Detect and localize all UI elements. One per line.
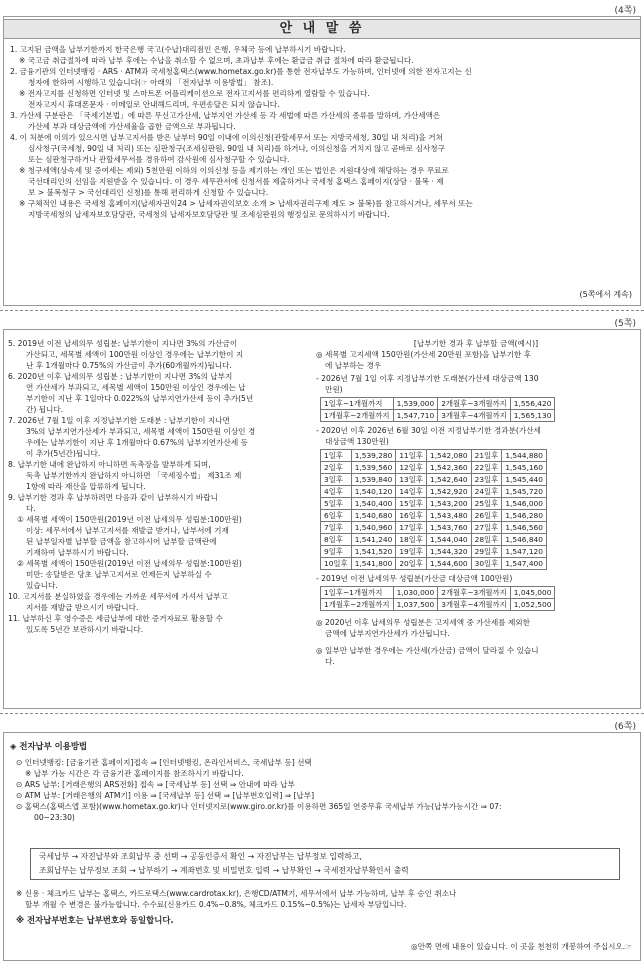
hometax-flow-box bbox=[30, 848, 620, 880]
continue-note: (5쪽에서 계속) bbox=[579, 290, 632, 299]
page5-box bbox=[3, 329, 641, 709]
left-column bbox=[8, 338, 310, 635]
text-line: ※ 납부 가능 시간은 각 금융기관 홈페이지를 참조하시기 바랍니다. bbox=[25, 769, 244, 778]
notice-box bbox=[3, 16, 641, 306]
table-cell: 1,547,120 bbox=[502, 546, 547, 558]
text-line: 4. 이 처분에 이의가 있으시면 납부고지서를 받은 날부터 90일 이내에 이의신청(관할세무서 또는 지방국세청, 30일 내 처리)을 거쳐 bbox=[10, 133, 443, 142]
table-cell: 19일후 bbox=[396, 546, 427, 558]
note-1b: 에 납부하는 경우 bbox=[325, 361, 382, 370]
table-row bbox=[321, 474, 547, 486]
table-cell: 1개월후~2개월까지 bbox=[321, 410, 394, 422]
table-cell: 1일후 bbox=[321, 450, 352, 462]
table-cell: 3일후 bbox=[321, 474, 352, 486]
table-row bbox=[321, 462, 547, 474]
table-cell: 8일후 bbox=[321, 534, 352, 546]
table-cell: 1,539,840 bbox=[351, 474, 396, 486]
text-line: 가산되고, 세목별 세액이 100만원 이상인 경우에는 납부기한이 지 bbox=[26, 350, 244, 359]
page6-box bbox=[3, 732, 641, 961]
table-cell: 22일후 bbox=[471, 462, 502, 474]
right-column bbox=[316, 338, 636, 667]
table-cell: 1개월후~2개월까지 bbox=[321, 599, 394, 611]
sec1-title-a: - 2026년 7월 1일 이후 지정납부기한 도래분(가산세 대상금액 130 bbox=[316, 374, 539, 383]
note-2b: 금액에 납부지연가산세가 가산됩니다. bbox=[325, 629, 450, 638]
table-cell: 9일후 bbox=[321, 546, 352, 558]
table-cell: 1,541,800 bbox=[351, 558, 396, 570]
table-cell: 1,541,520 bbox=[351, 546, 396, 558]
table-row bbox=[321, 522, 547, 534]
final-note: ※ 전자납부번호는 납부번호와 동일합니다. bbox=[16, 915, 174, 925]
table-cell: 1,543,480 bbox=[427, 510, 472, 522]
table-cell: 1,546,840 bbox=[502, 534, 547, 546]
table-cell: 3개월후~4개월까지 bbox=[438, 599, 511, 611]
table-cell: 1,052,500 bbox=[510, 599, 555, 611]
sec1-title-b: 만원) bbox=[325, 385, 343, 394]
table-row bbox=[321, 398, 555, 410]
flow-line-2: 조회납부는 납부정보 조회 → 납부하기 → 계좌번호 및 비밀번호 입력 → 납부확인 → 국세전자납부확인서 출력 bbox=[39, 866, 409, 875]
text-line: 7. 2026년 7월 1일 이후 지정납부기한 도래분 : 납부기한이 지나면 bbox=[8, 416, 230, 425]
table-cell: 1,542,920 bbox=[427, 486, 472, 498]
table-cell: 4일후 bbox=[321, 486, 352, 498]
notice-lines bbox=[10, 44, 636, 220]
text-line: 국선대리인의 선임을 지원받을 수 있습니다. 이 경우 세무관서에 신청서를 제출하거나 국세청 홈택스 홈페이지(상담 · 불복 · 제 bbox=[28, 177, 444, 186]
text-line: 10. 고지서를 분실하였을 경우에는 가까운 세무서에 가셔서 납부고 bbox=[8, 592, 228, 601]
table-cell: 6일후 bbox=[321, 510, 352, 522]
table-cell: 17일후 bbox=[396, 522, 427, 534]
note-3a: ◎ 일부만 납부한 경우에는 가산세(가산금) 금액이 달라질 수 있습니 bbox=[316, 646, 539, 655]
example-header: [납부기한 경과 후 납부할 금액(예시)] bbox=[413, 339, 539, 348]
table-cell: 3개월후~4개월까지 bbox=[438, 410, 511, 422]
table-cell: 5일후 bbox=[321, 498, 352, 510]
text-line: 1. 고지된 금액을 납부기한까지 한국은행 국고(수납)대리점인 은행, 우체국 등에 납부하시기 바랍니다. bbox=[10, 45, 346, 54]
table-cell: 10일후 bbox=[321, 558, 352, 570]
table-row bbox=[321, 450, 547, 462]
table-cell: 1,540,960 bbox=[351, 522, 396, 534]
text-line: ※ 국고금 취급절차에 따라 납부 후에는 수납을 취소할 수 없으며, 초과납부 후에는 환급금 취급 절차에 따라 환급됩니다. bbox=[19, 56, 414, 65]
text-line: 지방국세청의 납세자보호담당관, 국세청의 납세자보호담당관 및 조세심판원의 행정실로 문의하시기 바랍니다. bbox=[28, 210, 390, 219]
fold-line-1 bbox=[0, 310, 644, 311]
text-line: ※ 청구세액(상속세 및 증여세는 제외) 5천만원 이하의 이의신청 등을 제기하는 개인 또는 법인은 지원대상에 해당하는 경우 무료로 bbox=[19, 166, 449, 175]
table-cell: 2일후 bbox=[321, 462, 352, 474]
text-line: 기재하여 납부하시기 바랍니다. bbox=[26, 548, 129, 557]
text-line: 3%의 납부지연가산세가 부과되고, 세목별 세액이 150만원 이상인 경 bbox=[26, 427, 256, 436]
table-cell: 13일후 bbox=[396, 474, 427, 486]
note-3b: 다. bbox=[325, 657, 335, 666]
table-cell: 1,545,720 bbox=[502, 486, 547, 498]
table-cell: 29일후 bbox=[471, 546, 502, 558]
table-cell: 1,542,360 bbox=[427, 462, 472, 474]
text-line: 연 가산세가 부과되고, 세목별 세액이 150만원 이상인 경우에는 납 bbox=[26, 383, 246, 392]
table-cell: 15일후 bbox=[396, 498, 427, 510]
table-cell: 24일후 bbox=[471, 486, 502, 498]
table-cell: 18일후 bbox=[396, 534, 427, 546]
table-cell: 1,547,710 bbox=[393, 410, 438, 422]
page-number-6: (6쪽) bbox=[614, 722, 636, 732]
table-cell: 1,545,160 bbox=[502, 462, 547, 474]
table-cell: 23일후 bbox=[471, 474, 502, 486]
text-line: ※ 구체적인 내용은 국세청 홈페이지(납세자권익24 > 납세자권익보호 소개 > 납세자권리구제 제도 > 불복)를 참고하시거나, 세무서 또는 bbox=[19, 199, 473, 208]
text-line: ⊙ ARS 납부: [거래은행의 ARS전화] 접속 ⇒ [국세납부 등] 선택 ⇒ 안내에 따라 납부 bbox=[16, 780, 295, 789]
table-cell: 1,539,560 bbox=[351, 462, 396, 474]
table-row bbox=[321, 599, 555, 611]
table-cell: 1,539,000 bbox=[393, 398, 438, 410]
table-cell: 11일후 bbox=[396, 450, 427, 462]
table-cell: 1,540,400 bbox=[351, 498, 396, 510]
table-cell: 26일후 bbox=[471, 510, 502, 522]
text-line: 8. 납부기한 내에 완납하지 아니하면 독촉장을 발부하게 되며, bbox=[8, 460, 211, 469]
text-line: 부기한이 지난 후 1일마다 0.022%의 납부지연가산세 등이 추가(5년 bbox=[26, 394, 254, 403]
text-line: ⊙ 인터넷뱅킹: [금융기관 홈페이지]접속 ⇒ [인터넷뱅킹, 온라인서비스, 국세납부 등] 선택 bbox=[16, 758, 312, 767]
text-line: 전자고지시 휴대폰문자 · 이메일로 안내해드리며, 우편송달은 되지 않습니다. bbox=[28, 100, 280, 109]
page-number-5: (5쪽) bbox=[614, 319, 636, 329]
text-line: ⊙ 홈택스(홈택스앱 포함)(www.hometax.go.kr)나 인터넷지로(www.giro.or.kr)를 이용하면 365일 연중무휴 국세납부 가능(납부가능시간 ⇒ 07: bbox=[16, 802, 502, 811]
table-cell: 2개월후~3개월까지 bbox=[438, 398, 511, 410]
table-row bbox=[321, 410, 555, 422]
table-cell: 1,540,680 bbox=[351, 510, 396, 522]
sec3-title: - 2019년 이전 납세의무 성립분(가산금 대상금액 100만원) bbox=[316, 574, 513, 583]
table-cell: 28일후 bbox=[471, 534, 502, 546]
table-cell: 1,544,320 bbox=[427, 546, 472, 558]
table-cell: 7일후 bbox=[321, 522, 352, 534]
text-line: 지서를 재발급 받으시기 바랍니다. bbox=[26, 603, 139, 612]
text-line: 2. 금융기관의 인터넷뱅킹 · ARS · ATM과 국세청홈택스(www.hometax.go.kr)를 통한 전자납부도 가능하며, 인터넷에 의한 전자고지는 신 bbox=[10, 67, 472, 76]
note-2a: ◎ 2020년 이후 납세의무 성립분은 고지세액 중 가산세를 제외한 bbox=[316, 618, 530, 627]
text-line: 00~23:30) bbox=[34, 813, 75, 822]
text-line: 간) 됩니다. bbox=[26, 405, 64, 414]
text-line: 6. 2020년 이후 납세의무 성립분 : 납부기한이 지나면 3%의 납부지 bbox=[8, 372, 233, 381]
sec2-title-b: 대상금액 130만원) bbox=[325, 437, 389, 446]
table-cell: 1,546,560 bbox=[502, 522, 547, 534]
table-cell: 1일후~1개월까지 bbox=[321, 398, 394, 410]
fold-line-2 bbox=[0, 713, 644, 714]
page-number-4: (4쪽) bbox=[614, 6, 636, 16]
text-line: 보 > 불복청구 > 국선대리인 신청)를 통해 편리하게 신청할 수 있습니다. bbox=[28, 188, 269, 197]
text-line: 있습니다. bbox=[26, 581, 58, 590]
table-cell: 2개월후~3개월까지 bbox=[438, 587, 511, 599]
table-cell: 12일후 bbox=[396, 462, 427, 474]
table-cell: 1,547,400 bbox=[502, 558, 547, 570]
table-row bbox=[321, 546, 547, 558]
text-line: ② 세목별 세액이 150만원(2019년 이전 납세의무 성립분:100만원) bbox=[17, 559, 242, 568]
text-line: 청자에 한하여 시행하고 있습니다(☞ 아래의 「전자납부 이용방법」 참조). bbox=[28, 78, 274, 87]
table-cell: 21일후 bbox=[471, 450, 502, 462]
table-cell: 1,543,200 bbox=[427, 498, 472, 510]
table-row bbox=[321, 510, 547, 522]
table-cell: 1일후~1개월까지 bbox=[321, 587, 394, 599]
table-cell: 1,544,880 bbox=[502, 450, 547, 462]
table-row bbox=[321, 587, 555, 599]
fee-table-3 bbox=[320, 586, 555, 611]
table-row bbox=[321, 534, 547, 546]
table-cell: 27일후 bbox=[471, 522, 502, 534]
text-line: 이 추가(5년간)됩니다. bbox=[26, 449, 101, 458]
table-cell: 1,540,120 bbox=[351, 486, 396, 498]
table-cell: 25일후 bbox=[471, 498, 502, 510]
epay-lines bbox=[16, 757, 636, 823]
open-instruction: ◎안쪽 면에 내용이 있습니다. 이 곳을 천천히 개봉하여 주십시오.☞ bbox=[411, 942, 632, 951]
text-line: 미만: 송달받은 당초 납부고지서로 언제든지 납부하실 수 bbox=[26, 570, 212, 579]
table-cell: 1,037,500 bbox=[393, 599, 438, 611]
table-cell: 1,542,640 bbox=[427, 474, 472, 486]
flow-line-1: 국세납부 → 자진납부와 조회납부 중 선택 → 공동인증서 확인 → 자진납부는 납부정보 입력하고, bbox=[39, 852, 362, 861]
table-cell: 1,565,130 bbox=[510, 410, 555, 422]
table-cell: 1,541,240 bbox=[351, 534, 396, 546]
table-cell: 1,546,280 bbox=[502, 510, 547, 522]
text-line: 있도록 5년간 보관하시기 바랍니다. bbox=[26, 625, 144, 634]
fee-table-2 bbox=[320, 449, 547, 570]
text-line: 11. 납부하신 후 영수증은 세금납부에 대한 증거자료로 활용할 수 bbox=[8, 614, 223, 623]
sec2-title-a: - 2020년 이후 2026년 6월 30일 이전 지정납부기한 경과분(가산세 bbox=[316, 426, 541, 435]
text-line: 심사청구(국세청, 90일 내 처리) 또는 심판청구(조세심판원, 90일 내 처리)를 하거나, 이의신청을 거치지 않고 곧바로 심사청구 bbox=[28, 144, 445, 153]
table-cell: 30일후 bbox=[471, 558, 502, 570]
text-line: 또는 심판청구하거나 관할세무서를 경유하여 감사원에 심사청구할 수 있습니다. bbox=[28, 155, 290, 164]
table-cell: 1,030,000 bbox=[393, 587, 438, 599]
note-1a: ◎ 세목별 고지세액 150만원(가산세 20만원 포함)을 납부기한 후 bbox=[316, 350, 531, 359]
table-cell: 1,542,080 bbox=[427, 450, 472, 462]
table-cell: 1,544,040 bbox=[427, 534, 472, 546]
epay-heading: ◈ 전자납부 이용방법 bbox=[10, 741, 87, 751]
table-row bbox=[321, 498, 547, 510]
text-line: ※ 전자고지를 신청하면 인터넷 및 스마트폰 어플리케이션으로 전자고지서를 편리하게 열람할 수 있습니다. bbox=[19, 89, 370, 98]
table-cell: 1,556,420 bbox=[510, 398, 555, 410]
text-line: 9. 납부기한 경과 후 납부하려면 다음과 같이 납부하시기 바랍니 bbox=[8, 493, 218, 502]
table-cell: 14일후 bbox=[396, 486, 427, 498]
table-cell: 1,546,000 bbox=[502, 498, 547, 510]
text-line: 1항에 따라 재산을 압류하게 됩니다. bbox=[26, 482, 146, 491]
text-line: 우에는 납부기한이 지난 후 1개월마다 0.67%의 납부지연가산세 등 bbox=[26, 438, 248, 447]
table-cell: 1,545,440 bbox=[502, 474, 547, 486]
page-title: 안 내 말 씀 bbox=[4, 19, 640, 39]
text-line: 가산세 부과 대상금액에 가산세율을 곱한 금액으로 부과됩니다. bbox=[28, 122, 236, 131]
text-line: 된 납부일자별 납부할 금액을 참고하시어 납부할 금액란에 bbox=[26, 537, 217, 546]
text-line: ⊙ ATM 납부: [거래은행의 ATM기] 이용 ⇒ [국세납부 등] 선택 ⇒ [납부번호입력] ⇒ [납부] bbox=[16, 791, 315, 800]
table-cell: 1,045,000 bbox=[510, 587, 555, 599]
card-note-1: ※ 신용 · 체크카드 납부는 홈택스, 카드로택스(www.cardrotax.kr), 은행CD/ATM기, 세무서에서 납부 가능하며, 납부 후 승인 취소나 bbox=[16, 889, 457, 898]
table-cell: 20일후 bbox=[396, 558, 427, 570]
text-line: 독촉 납부기한까지 완납하지 아니하면 「국세징수법」 제31조 제 bbox=[26, 471, 242, 480]
text-line: ① 세목별 세액이 150만원(2019년 이전 납세의무 성립분:100만원) bbox=[17, 515, 242, 524]
table-cell: 1,539,280 bbox=[351, 450, 396, 462]
text-line: 다. bbox=[26, 504, 36, 513]
table-cell: 1,543,760 bbox=[427, 522, 472, 534]
fee-table-1 bbox=[320, 397, 555, 422]
table-cell: 16일후 bbox=[396, 510, 427, 522]
table-row bbox=[321, 558, 547, 570]
text-line: 이상: 세무서에서 납부고지서를 재발급 받거나, 납부서에 기재 bbox=[26, 526, 229, 535]
text-line: 난 후 1개월마다 0.75%의 가산금이 추가(60개월까지)됩니다. bbox=[26, 361, 232, 370]
text-line: 5. 2019년 이전 납세의무 성립분: 납부기한이 지나면 3%의 가산금이 bbox=[8, 339, 238, 348]
table-row bbox=[321, 486, 547, 498]
card-note-2: 할부 개월 수 변경은 불가능합니다. 수수료(신용카드 0.4%~0.8%, 체크카드 0.15%~0.5%)는 납세자 부담입니다. bbox=[25, 900, 407, 909]
table-cell: 1,544,600 bbox=[427, 558, 472, 570]
text-line: 3. 가산세 구분란은 「국세기본법」에 따른 무신고가산세, 납부지연 가산세 등 각 세법에 따른 가산세의 종류를 말하며, 가산세액은 bbox=[10, 111, 441, 120]
